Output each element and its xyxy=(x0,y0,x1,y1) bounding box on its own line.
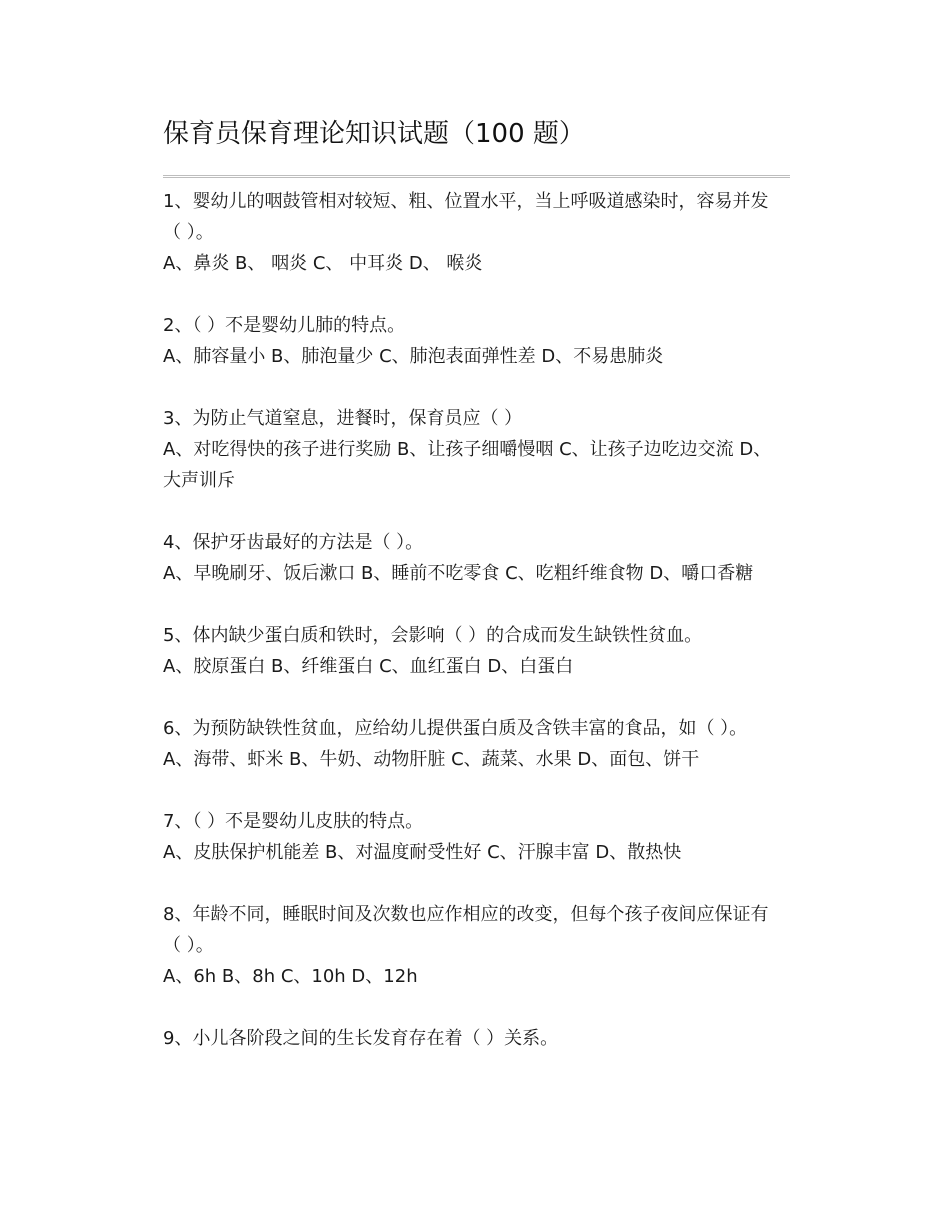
question-text: 6、为预防缺铁性贫血，应给幼儿提供蛋白质及含铁丰富的食品，如（ ）。 xyxy=(163,718,748,739)
question-options: A、早晚刷牙、饭后漱口 B、睡前不吃零食 C、吃粗纤维食物 D、嚼口香糖 xyxy=(163,563,754,584)
question-text: 4、保护牙齿最好的方法是（ ）。 xyxy=(163,532,424,553)
question-options: A、皮肤保护机能差 B、对温度耐受性好 C、汗腺丰富 D、散热快 xyxy=(163,842,682,863)
question-item xyxy=(163,403,783,496)
question-options: A、胶原蛋白 B、纤维蛋白 C、血红蛋白 D、白蛋白 xyxy=(163,656,574,677)
question-text: 2、（ ）不是婴幼儿肺的特点。 xyxy=(163,315,406,336)
question-text: 3、为防止气道窒息，进餐时，保育员应（ ） xyxy=(163,408,523,429)
question-item xyxy=(163,806,783,868)
question-text: 8、年龄不同，睡眠时间及次数也应作相应的改变，但每个孩子夜间应保证有（ ）。 xyxy=(163,904,769,956)
question-item xyxy=(163,310,783,372)
document-title: 保育员保育理论知识试题（100 题） xyxy=(163,119,585,149)
question-item xyxy=(163,1023,783,1054)
question-item xyxy=(163,186,783,279)
question-text: 5、体内缺少蛋白质和铁时，会影响（ ）的合成而发生缺铁性贫血。 xyxy=(163,625,703,646)
title-divider xyxy=(163,175,790,178)
question-options: A、鼻炎 B、 咽炎 C、 中耳炎 D、 喉炎 xyxy=(163,253,483,274)
question-options: A、6h B、8h C、10h D、12h xyxy=(163,966,418,987)
question-item xyxy=(163,527,783,589)
question-item xyxy=(163,620,783,682)
question-text: 1、婴幼儿的咽鼓管相对较短、粗、位置水平，当上呼吸道感染时，容易并发（ ）。 xyxy=(163,191,769,243)
question-options: A、对吃得快的孩子进行奖励 B、让孩子细嚼慢咽 C、让孩子边吃边交流 D、大声训斥 xyxy=(163,439,772,491)
question-options: A、肺容量小 B、肺泡量少 C、肺泡表面弹性差 D、不易患肺炎 xyxy=(163,346,664,367)
question-text: 9、小儿各阶段之间的生长发育存在着（ ）关系。 xyxy=(163,1028,559,1049)
question-text: 7、（ ）不是婴幼儿皮肤的特点。 xyxy=(163,811,424,832)
question-item xyxy=(163,713,783,775)
question-options: A、海带、虾米 B、牛奶、动物肝脏 C、蔬菜、水果 D、面包、饼干 xyxy=(163,749,700,770)
question-list xyxy=(163,186,783,1085)
question-item xyxy=(163,899,783,992)
